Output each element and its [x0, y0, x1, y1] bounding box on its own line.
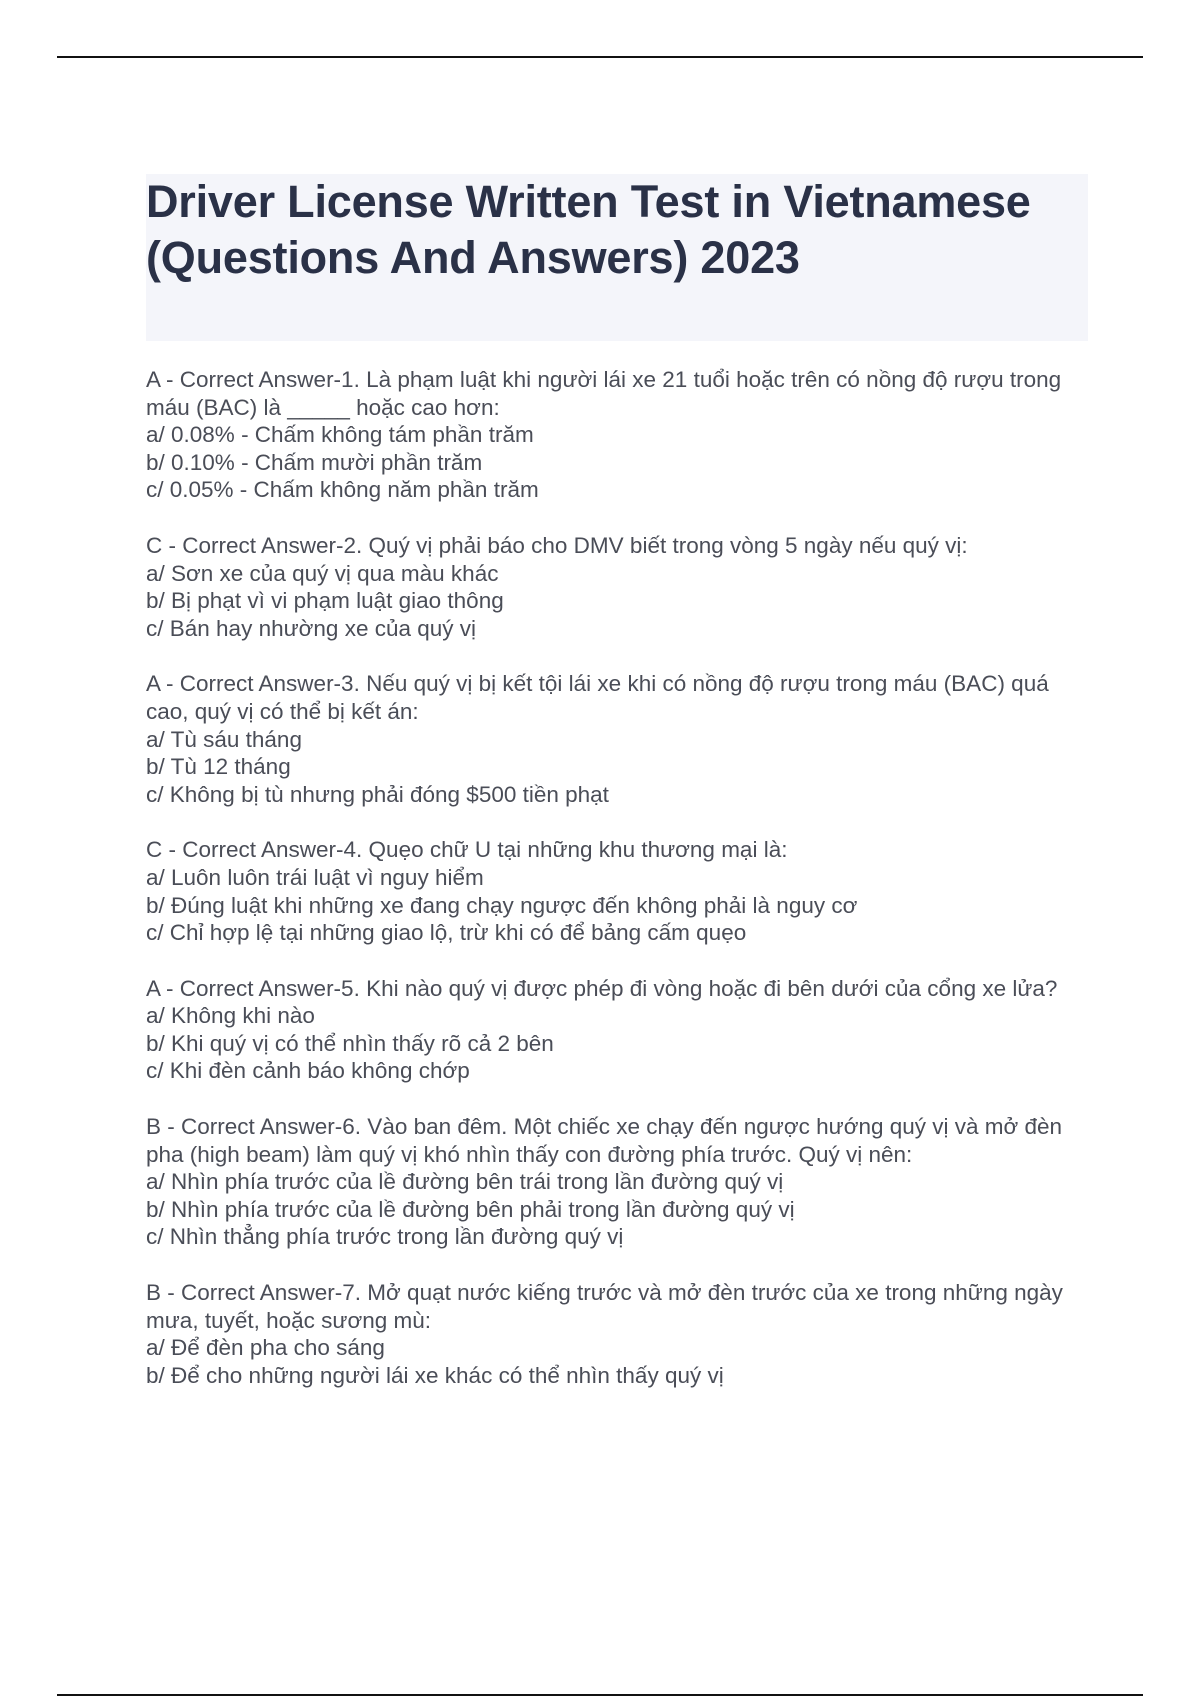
answer-option: b/ Đúng luật khi những xe đang chạy ngược đến không phải là nguy cơ [146, 892, 858, 918]
answer-option: a/ Không khi nào [146, 1003, 315, 1029]
question-text: A - Correct Answer-5. Khi nào quý vị được phép đi vòng hoặc đi bên dưới của cổng xe lửa? [146, 975, 1058, 1001]
question-text: B - Correct Answer-6. Vào ban đêm. Một chiếc xe chạy đến ngược hướng quý vị và mở đèn pha (high beam) làm quý vị khó nhìn thấy con đường phía trước. Quý vị nên: [146, 1114, 1063, 1167]
question-text: C - Correct Answer-2. Quý vị phải báo cho DMV biết trong vòng 5 ngày nếu quý vị: [146, 532, 968, 558]
answer-option: a/ Luôn luôn trái luật vì nguy hiểm [146, 864, 484, 890]
answer-option: a/ Tù sáu tháng [146, 726, 302, 752]
question-text: C - Correct Answer-4. Quẹo chữ U tại những khu thương mại là: [146, 837, 788, 863]
answer-option: c/ 0.05% - Chấm không năm phần trăm [146, 477, 539, 503]
answer-option: a/ Nhìn phía trước của lề đường bên trái trong lần đường quý vị [146, 1169, 784, 1195]
question-text: B - Correct Answer-7. Mở quạt nước kiếng trước và mở đèn trước của xe trong những ngày mưa, tuyết, hoặc sương mù: [146, 1280, 1063, 1333]
question-item-6 [146, 1113, 1096, 1251]
answer-option: b/ Khi quý vị có thể nhìn thấy rõ cả 2 bên [146, 1030, 554, 1056]
answer-option: b/ Bị phạt vì vi phạm luật giao thông [146, 588, 504, 614]
question-text: A - Correct Answer-3. Nếu quý vị bị kết tội lái xe khi có nồng độ rượu trong máu (BAC) quá cao, quý vị có thể bị kết án: [146, 671, 1049, 724]
answer-option: b/ Tù 12 tháng [146, 754, 291, 780]
page-bottom-rule [57, 1694, 1143, 1696]
question-text: A - Correct Answer-1. Là phạm luật khi người lái xe 21 tuổi hoặc trên có nồng độ rượu trong máu (BAC) là _____ hoặc cao hơn: [146, 367, 1062, 420]
question-item-5 [146, 975, 1096, 1085]
page-top-rule [57, 56, 1143, 58]
answer-option: b/ Để cho những người lái xe khác có thể nhìn thấy quý vị [146, 1362, 724, 1388]
question-list [146, 366, 1096, 1417]
question-item-2 [146, 532, 1096, 642]
question-item-3 [146, 670, 1096, 808]
answer-option: c/ Bán hay nhường xe của quý vị [146, 615, 477, 641]
answer-option: b/ Nhìn phía trước của lề đường bên phải trong lần đường quý vị [146, 1196, 795, 1222]
question-item-7 [146, 1279, 1096, 1389]
answer-option: c/ Khi đèn cảnh báo không chớp [146, 1058, 470, 1084]
answer-option: a/ Để đèn pha cho sáng [146, 1335, 385, 1361]
answer-option: c/ Nhìn thẳng phía trước trong lần đường quý vị [146, 1224, 624, 1250]
question-item-4 [146, 836, 1096, 946]
document-title: Driver License Written Test in Vietnamese (Questions And Answers) 2023 [146, 176, 1031, 283]
answer-option: a/ Sơn xe của quý vị qua màu khác [146, 560, 499, 586]
title-block [146, 174, 1088, 341]
answer-option: c/ Chỉ hợp lệ tại những giao lộ, trừ khi có để bảng cấm quẹo [146, 920, 747, 946]
answer-option: a/ 0.08% - Chấm không tám phần trăm [146, 422, 534, 448]
question-item-1 [146, 366, 1096, 504]
answer-option: c/ Không bị tù nhưng phải đóng $500 tiền phạt [146, 781, 609, 807]
answer-option: b/ 0.10% - Chấm mười phần trăm [146, 449, 483, 475]
